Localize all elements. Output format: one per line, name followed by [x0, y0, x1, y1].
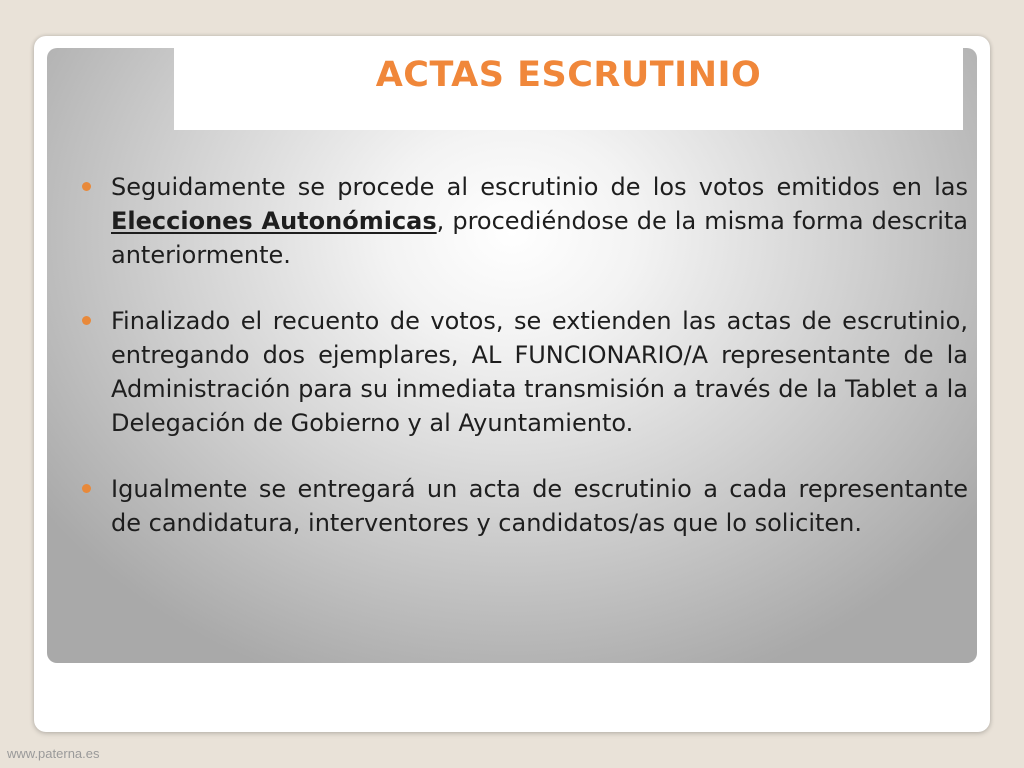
footer-source: www.paterna.es [7, 746, 100, 761]
bullet-list [80, 170, 968, 540]
bullet-1-text-before: Seguidamente se procede al escrutinio de los votos emitidos en las [111, 173, 968, 201]
bullet-item-2 [80, 304, 968, 440]
bullet-1-text-after: , procediéndose de la misma forma descrita anteriormente. [111, 207, 968, 269]
bullet-item-3 [80, 472, 968, 540]
bullet-item-1 [80, 170, 968, 272]
bullet-dot-icon [82, 316, 91, 325]
bullet-1-emphasis: Elecciones Autonómicas [111, 207, 437, 235]
bullet-3-text: Igualmente se entregará un acta de escrutinio a cada representante de candidatura, interventores y candidatos/as que lo soliciten. [111, 475, 968, 537]
bullet-2-text: Finalizado el recuento de votos, se extienden las actas de escrutinio, entregando dos ejemplares, AL FUNCIONARIO/A representante de la Administración para su inmediata transmisión a través de la Tablet a la Delegación de Gobierno y al Ayuntamiento. [111, 307, 968, 437]
bullet-dot-icon [82, 182, 91, 191]
slide-title: ACTAS ESCRUTINIO [375, 55, 762, 95]
bullet-dot-icon [82, 484, 91, 493]
